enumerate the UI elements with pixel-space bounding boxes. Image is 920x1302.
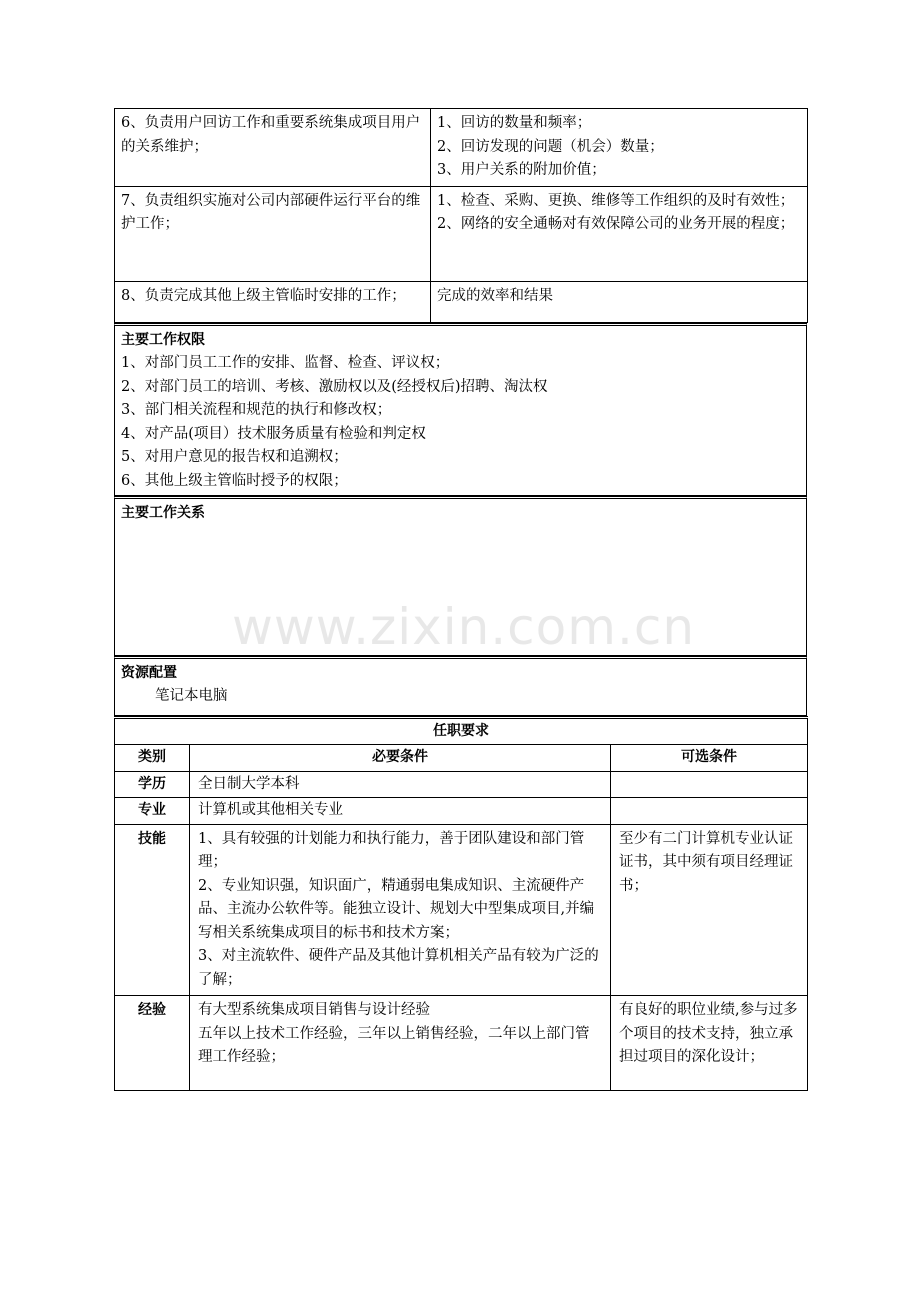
watermark: www.zixin.com.cn (232, 598, 696, 656)
authority-item: 5、对用户意见的报告权和追溯权； (121, 449, 348, 465)
standard-line: 1、回访的数量和频率； (437, 115, 592, 131)
standard-line: 2、网络的安全通畅对有效保障公司的业务开展的程度； (437, 216, 795, 232)
required-line: 有大型系统集成项目销售与设计经验 (198, 1002, 430, 1018)
authority-item: 2、对部门员工的培训、考核、激励权以及(经授权后)招聘、淘汰权 (121, 378, 548, 395)
column-header: 可选条件 (611, 745, 808, 772)
standard-line: 1、检查、采购、更换、维修等工作组织的及时有效性； (437, 192, 795, 209)
required-cell (190, 771, 611, 798)
optional-cell (611, 798, 808, 825)
category-cell: 专业 (115, 798, 190, 825)
duty-standards (431, 186, 808, 281)
requirements-title: 任职要求 (115, 717, 808, 745)
requirements-title-row (115, 717, 808, 745)
authority-item: 3、部门相关流程和规范的执行和修改权； (121, 402, 392, 418)
optional-cell (611, 771, 808, 798)
required-line: 全日制大学本科 (198, 775, 300, 792)
requirements-table (114, 716, 808, 1092)
required-line: 五年以上技术工作经验，三年以上销售经验，二年以上部门管理工作经验； (198, 1025, 590, 1065)
duty-task: 7、负责组织实施对公司内部硬件运行平台的维护工作； (115, 186, 431, 281)
section-title: 主要工作权限 (121, 331, 205, 348)
duty-row (115, 186, 808, 281)
section-title: 主要工作关系 (121, 504, 205, 521)
column-header: 必要条件 (190, 745, 611, 772)
authority-section (114, 323, 807, 496)
required-line: 2、专业知识强，知识面广，精通弱电集成知识、主流硬件产品、主流办公软件等。能独立设计、规划大中型集成项目,并编写相关系统集成项目的标书和技术方案； (198, 877, 595, 941)
resources-section (114, 656, 807, 716)
duty-row (115, 109, 808, 187)
required-line: 3、对主流软件、硬件产品及其他计算机相关产品有较为广泛的了解； (198, 948, 599, 988)
authority-item: 1、对部门员工工作的安排、监督、检查、评议权； (121, 355, 450, 371)
category-cell: 技能 (115, 824, 190, 996)
duty-task: 6、负责用户回访工作和重要系统集成项目用户的关系维护； (115, 109, 431, 187)
resource-item: 笔记本电脑 (155, 688, 228, 704)
authority-item: 4、对产品(项目）技术服务质量有检验和判定权 (121, 425, 426, 442)
optional-cell: 有良好的职位业绩,参与过多个项目的技术支持，独立承担过项目的深化设计； (611, 996, 808, 1091)
category-cell: 学历 (115, 771, 190, 798)
duty-standards (431, 109, 808, 187)
required-cell (190, 824, 611, 996)
category-cell: 经验 (115, 996, 190, 1091)
standard-line: 完成的效率和结果 (437, 287, 553, 304)
duty-row (115, 281, 808, 322)
authority-item: 6、其他上级主管临时授予的权限； (121, 472, 348, 489)
required-line: 计算机或其他相关专业 (198, 802, 343, 818)
table-row (115, 771, 808, 798)
required-cell (190, 996, 611, 1091)
optional-cell: 至少有二门计算机专业认证证书，其中须有项目经理证书； (611, 824, 808, 996)
column-header: 类别 (115, 745, 190, 772)
duties-table (114, 108, 808, 323)
table-row (115, 824, 808, 996)
relations-section (114, 496, 807, 656)
table-row (115, 798, 808, 825)
document-body (114, 108, 807, 1091)
duty-standards (431, 281, 808, 322)
requirements-header-row (115, 745, 808, 772)
standard-line: 3、用户关系的附加价值； (437, 162, 606, 178)
required-cell (190, 798, 611, 825)
standard-line: 2、回访发现的问题（机会）数量； (437, 138, 664, 155)
required-line: 1、具有较强的计划能力和执行能力，善于团队建设和部门管理； (198, 830, 585, 870)
table-row (115, 996, 808, 1091)
section-title: 资源配置 (121, 664, 177, 681)
duty-task: 8、负责完成其他上级主管临时安排的工作； (115, 281, 431, 322)
